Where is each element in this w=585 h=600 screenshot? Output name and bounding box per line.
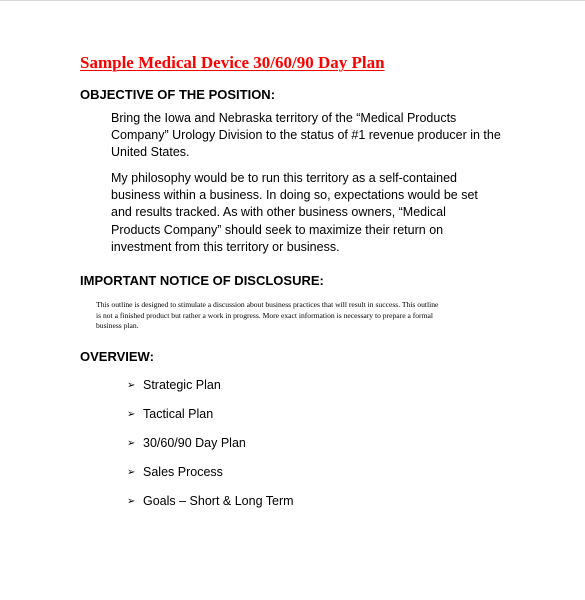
- disclosure-heading: IMPORTANT NOTICE OF DISCLOSURE:: [80, 273, 324, 288]
- arrow-bullet-icon: ➢: [127, 496, 136, 507]
- list-item: [127, 377, 294, 406]
- overview-item-label: Tactical Plan: [143, 407, 214, 421]
- page-edge-rule: [0, 0, 585, 1]
- overview-item-label: Sales Process: [143, 465, 223, 479]
- list-item: [127, 435, 294, 464]
- arrow-bullet-icon: ➢: [127, 467, 136, 478]
- overview-item-label: Goals – Short & Long Term: [143, 494, 294, 508]
- objective-paragraph-2: [111, 170, 511, 256]
- overview-list: [127, 377, 294, 522]
- paragraph-line: investment from this territory or business.: [111, 239, 340, 254]
- document-title: Sample Medical Device 30/60/90 Day Plan: [80, 53, 385, 72]
- list-item: [127, 493, 294, 522]
- paragraph-line: Products Company” should seek to maximize their return on: [111, 222, 444, 237]
- arrow-bullet-icon: ➢: [127, 409, 136, 420]
- objective-paragraph-1: [111, 110, 511, 162]
- objective-heading: OBJECTIVE OF THE POSITION:: [80, 87, 276, 102]
- paragraph-line: business within a business. In doing so, expectations would be set: [111, 188, 478, 203]
- overview-item-label: 30/60/90 Day Plan: [143, 436, 246, 450]
- overview-heading: OVERVIEW:: [80, 349, 154, 364]
- overview-item-label: Strategic Plan: [143, 378, 221, 392]
- paragraph-line: Bring the Iowa and Nebraska territory of the “Medical Products: [111, 111, 457, 125]
- notice-line: business plan.: [96, 321, 139, 330]
- notice-line: This outline is designed to stimulate a discussion about business practices that will result in success. This outline: [96, 300, 439, 309]
- paragraph-line: and results tracked. As with other business owners, “Medical: [111, 205, 446, 220]
- paragraph-line: United States.: [111, 145, 190, 160]
- notice-line: is not a finished product but rather a work in progress. More exact information is necessary to prepare a formal: [96, 310, 433, 320]
- disclosure-notice: [96, 300, 516, 332]
- list-item: [127, 406, 294, 435]
- arrow-bullet-icon: ➢: [127, 438, 136, 449]
- paragraph-line: My philosophy would be to run this territory as a self-contained: [111, 171, 458, 185]
- arrow-bullet-icon: ➢: [127, 380, 136, 391]
- list-item: [127, 464, 294, 493]
- paragraph-line: Company” Urology Division to the status of #1 revenue producer in the: [111, 128, 501, 143]
